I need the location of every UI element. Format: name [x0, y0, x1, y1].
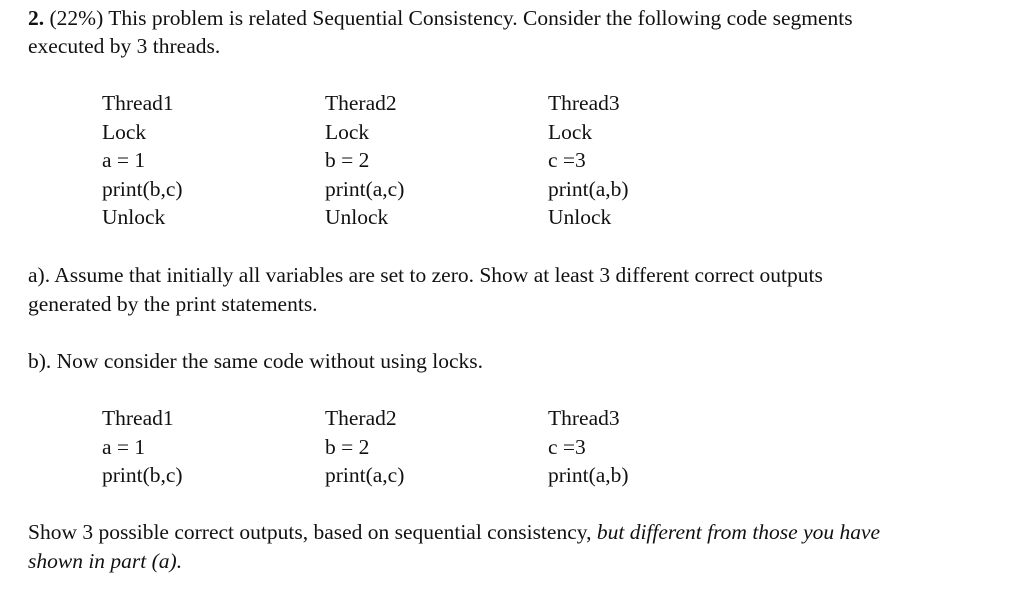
- code-line: c =3: [548, 148, 586, 173]
- code-line: Unlock: [102, 205, 166, 230]
- code-line: print(a,c): [325, 176, 405, 201]
- final-instruction-line-1: [28, 518, 880, 546]
- question-intro-text: (22%) This problem is related Sequential Consistency. Consider the following code segments: [49, 6, 853, 30]
- code-line: Unlock: [548, 205, 612, 230]
- code-line: b = 2: [325, 434, 370, 459]
- code-line: Therad2: [325, 406, 397, 430]
- code-line: Thread1: [102, 406, 174, 430]
- code-line: print(a,b): [548, 463, 629, 488]
- code-line: print(a,c): [325, 463, 405, 488]
- code-line: Thread3: [548, 406, 620, 430]
- code-nolocks-thread2: [325, 404, 404, 490]
- question-intro-line-1: [28, 4, 853, 32]
- part-b-line-1: b). Now consider the same code without using locks.: [28, 349, 483, 373]
- code-locks-thread2: [325, 89, 404, 232]
- final-instruction-emphasis: but different from those you have: [596, 520, 881, 544]
- final-instruction-text: Show 3 possible correct outputs, based on sequential consistency,: [28, 520, 597, 544]
- question-intro-line-2: executed by 3 threads.: [28, 34, 221, 58]
- code-line: Thread3: [548, 91, 620, 115]
- code-line: b = 2: [325, 148, 370, 173]
- question-number: 2.: [28, 6, 45, 30]
- code-nolocks-thread1: [102, 404, 183, 490]
- part-a-line-2: generated by the print statements.: [28, 292, 318, 316]
- code-line: Lock: [325, 119, 370, 144]
- code-line: Lock: [548, 119, 593, 144]
- code-locks-thread3: [548, 89, 629, 232]
- code-line: Thread1: [102, 91, 174, 115]
- code-line: Unlock: [325, 205, 389, 230]
- part-a-line-1: a). Assume that initially all variables are set to zero. Show at least 3 different correct outputs: [28, 263, 823, 287]
- code-line: c =3: [548, 434, 586, 459]
- code-line: a = 1: [102, 148, 146, 173]
- code-line: print(a,b): [548, 176, 629, 201]
- code-line: Therad2: [325, 91, 397, 115]
- code-line: Lock: [102, 119, 147, 144]
- final-instruction-line-2: shown in part (a).: [28, 549, 183, 573]
- code-line: a = 1: [102, 434, 146, 459]
- code-line: print(b,c): [102, 176, 183, 201]
- code-nolocks-thread3: [548, 404, 629, 490]
- code-line: print(b,c): [102, 463, 183, 488]
- code-locks-thread1: [102, 89, 183, 232]
